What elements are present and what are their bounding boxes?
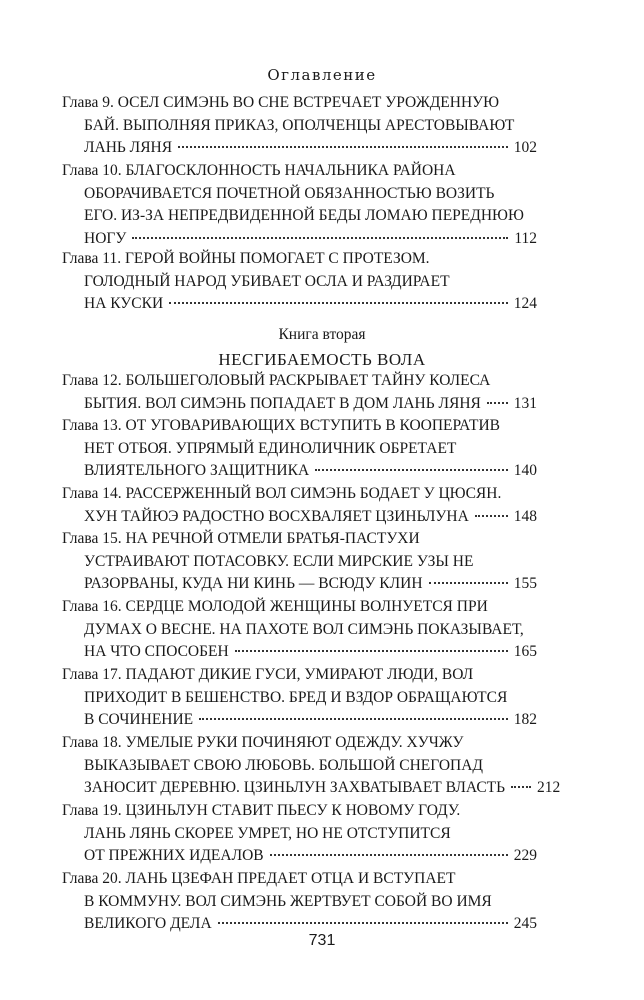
toc-entry-text: НА КУСКИ xyxy=(84,295,164,312)
toc-entry-line xyxy=(62,370,537,393)
toc-page-number: 148 xyxy=(513,507,537,525)
toc-entry-text: ЛАНЬ ЛЯНЬ СКОРЕЕ УМРЕТ, НО НЕ ОТСТУПИТСЯ xyxy=(84,824,451,842)
toc-entry xyxy=(62,415,537,483)
toc-entry-text: Глава 15. НА РЕЧНОЙ ОТМЕЛИ БРАТЬЯ-ПАСТУХИ xyxy=(62,530,420,547)
toc-entry-text: БАЙ. ВЫПОЛНЯЯ ПРИКАЗ, ОПОЛЧЕНЦЫ АРЕСТОВЫВАЮТ xyxy=(84,116,515,134)
toc-entry xyxy=(62,596,537,664)
toc-entry-line xyxy=(62,137,537,160)
toc-entry xyxy=(62,664,537,732)
toc-entry-text: Глава 10. БЛАГОСКЛОННОСТЬ НАЧАЛЬНИКА РАЙОНА xyxy=(62,162,456,179)
toc-entry-line xyxy=(62,709,537,732)
toc-entry-text: ЛАНЬ ЛЯНЯ xyxy=(84,139,173,156)
toc-entry-text: ЕГО. ИЗ-ЗА НЕПРЕДВИДЕННОЙ БЕДЫ ЛОМАЮ ПЕРЕДНЮЮ xyxy=(84,207,524,224)
dot-leader xyxy=(315,469,508,471)
running-header: Оглавление xyxy=(267,66,377,84)
toc-entry-line xyxy=(62,415,537,438)
toc-entry-line xyxy=(62,619,537,642)
toc-entry-line xyxy=(62,438,537,461)
toc-page-number: 102 xyxy=(513,139,537,156)
toc-entry-line xyxy=(62,460,537,483)
toc-entry-text: ОТ ПРЕЖНИХ ИДЕАЛОВ xyxy=(84,847,264,864)
toc-entry xyxy=(62,92,537,160)
dot-leader xyxy=(270,854,508,856)
toc-entry-text: Глава 14. РАССЕРЖЕННЫЙ ВОЛ СИМЭНЬ БОДАЕТ У ЦЮСЯН. xyxy=(62,485,502,502)
page-number: 731 xyxy=(308,932,336,949)
toc-entry-text: Глава 9. ОСЕЛ СИМЭНЬ ВО СНЕ ВСТРЕЧАЕТ УРОЖДЕННУЮ xyxy=(62,94,500,111)
toc-entry xyxy=(62,248,537,316)
toc-entry-line xyxy=(62,777,561,800)
toc-entry xyxy=(62,160,537,250)
toc-entry-line xyxy=(62,205,537,228)
toc-entry-text: ВЫКАЗЫВАЕТ СВОЮ ЛЮБОВЬ. БОЛЬШОЙ СНЕГОПАД xyxy=(84,756,484,774)
toc-page-number: 140 xyxy=(513,462,537,479)
dot-leader xyxy=(169,302,508,304)
toc-entry-line xyxy=(62,891,537,914)
toc-entry-line xyxy=(62,506,537,529)
toc-entry-line xyxy=(62,528,537,551)
toc-entry xyxy=(62,800,537,868)
toc-entry xyxy=(62,868,537,936)
toc-entry-line xyxy=(62,271,537,294)
toc-entry-text: ХУН ТАЙЮЭ РАДОСТНО ВОСХВАЛЯЕТ ЦЗИНЬЛУНА xyxy=(84,507,469,525)
toc-entry-text: Глава 18. УМЕЛЫЕ РУКИ ПОЧИНЯЮТ ОДЕЖДУ. ХУЧЖУ xyxy=(62,734,464,751)
toc-page-number: 245 xyxy=(513,915,537,932)
toc-entry-text: В КОММУНУ. ВОЛ СИМЭНЬ ЖЕРТВУЕТ СОБОЙ ВО ИМЯ xyxy=(84,892,492,910)
toc-entry-text: БЫТИЯ. ВОЛ СИМЭНЬ ПОПАДАЕТ В ДОМ ЛАНЬ ЛЯНЯ xyxy=(84,394,481,412)
toc-entry-text: Глава 16. СЕРДЦЕ МОЛОДОЙ ЖЕНЩИНЫ ВОЛНУЕТСЯ ПРИ xyxy=(62,598,488,615)
toc-entry-text: Глава 19. ЦЗИНЬЛУН СТАВИТ ПЬЕСУ К НОВОМУ ГОДУ. xyxy=(62,802,461,819)
toc-entry-line xyxy=(62,755,537,778)
toc-entry-text: ВЛИЯТЕЛЬНОГО ЗАЩИТНИКА xyxy=(84,462,310,479)
toc-entry-text: РАЗОРВАНЫ, КУДА НИ КИНЬ — ВСЮДУ КЛИН xyxy=(84,575,423,592)
toc-page-number: 124 xyxy=(513,295,537,312)
toc-entry-text: НОГУ xyxy=(84,229,127,247)
toc-entry-line xyxy=(62,596,537,619)
toc-entry-line xyxy=(62,551,537,574)
toc-entry-text: ЗАНОСИТ ДЕРЕВНЮ. ЦЗИНЬЛУН ЗАХВАТЫВАЕТ ВЛАСТЬ xyxy=(84,779,506,796)
toc-page-number: 182 xyxy=(513,711,537,728)
toc-entry-text: Глава 13. ОТ УГОВАРИВАЮЩИХ ВСТУПИТЬ В КООПЕРАТИВ xyxy=(62,417,500,434)
toc-entry-line xyxy=(62,183,537,206)
toc-entry-text: ДУМАХ О ВЕСНЕ. НА ПАХОТЕ ВОЛ СИМЭНЬ ПОКАЗЫВАЕТ, xyxy=(84,620,524,638)
toc-entry-text: Глава 17. ПАДАЮТ ДИКИЕ ГУСИ, УМИРАЮТ ЛЮДИ, ВОЛ xyxy=(62,666,474,683)
toc-entry-line xyxy=(62,732,537,755)
toc-entry-line xyxy=(62,687,537,710)
toc-entry-line xyxy=(62,573,537,596)
toc-entry-line xyxy=(62,641,537,664)
toc-entry-line xyxy=(62,92,537,115)
toc-entry-line xyxy=(62,845,537,868)
dot-leader xyxy=(429,582,508,584)
dot-leader xyxy=(178,146,508,148)
toc-entry-line xyxy=(62,823,537,846)
toc-entry-line xyxy=(62,228,537,251)
toc-entry xyxy=(62,370,537,415)
toc-entry-text: ВЕЛИКОГО ДЕЛА xyxy=(84,915,212,932)
toc-entry xyxy=(62,732,561,800)
toc-entry-line xyxy=(62,115,537,138)
dot-leader xyxy=(132,237,508,239)
dot-leader xyxy=(199,718,508,720)
toc-entry-text: ОБОРАЧИВАЕТСЯ ПОЧЕТНОЙ ОБЯЗАННОСТЬЮ ВОЗИТЬ xyxy=(84,184,495,202)
dot-leader xyxy=(487,402,508,404)
dot-leader xyxy=(511,786,531,788)
toc-page-number: 212 xyxy=(537,779,561,796)
book-label: Книга вторая xyxy=(278,326,366,343)
toc-entry-line xyxy=(62,160,537,183)
toc-entry-text: НА ЧТО СПОСОБЕН xyxy=(84,643,229,660)
toc-entry-text: НЕТ ОТБОЯ. УПРЯМЫЙ ЕДИНОЛИЧНИК ОБРЕТАЕТ xyxy=(84,439,457,457)
toc-entry xyxy=(62,528,537,596)
toc-entry-line xyxy=(62,393,537,416)
toc-entry-line xyxy=(62,293,537,316)
toc-entry xyxy=(62,483,537,528)
toc-entry-text: Глава 11. ГЕРОЙ ВОЙНЫ ПОМОГАЕТ С ПРОТЕЗОМ. xyxy=(62,250,430,267)
toc-entry-text: ПРИХОДИТ В БЕШЕНСТВО. БРЕД И ВЗДОР ОБРАЩАЮТСЯ xyxy=(84,688,508,706)
dot-leader xyxy=(235,650,508,652)
toc-entry-text: УСТРАИВАЮТ ПОТАСОВКУ. ЕСЛИ МИРСКИЕ УЗЫ НЕ xyxy=(84,552,474,570)
toc-entry-text: Глава 12. БОЛЬШЕГОЛОВЫЙ РАСКРЫВАЕТ ТАЙНУ КОЛЕСА xyxy=(62,372,491,389)
dot-leader xyxy=(218,922,508,924)
toc-page-number: 229 xyxy=(513,847,537,864)
toc-entry-line xyxy=(62,800,537,823)
toc-entry-line xyxy=(62,664,537,687)
toc-page-number: 112 xyxy=(514,229,537,247)
toc-entry-line xyxy=(62,483,537,506)
toc-entry-text: ГОЛОДНЫЙ НАРОД УБИВАЕТ ОСЛА И РАЗДИРАЕТ xyxy=(84,272,450,290)
toc-page-number: 131 xyxy=(513,394,537,412)
toc-page-number: 155 xyxy=(513,575,537,592)
toc-page-number: 165 xyxy=(513,643,537,660)
toc-entry-line xyxy=(62,868,537,891)
toc-entry-line xyxy=(62,248,537,271)
dot-leader xyxy=(475,515,508,517)
book-title: НЕСГИБАЕМОСТЬ ВОЛА xyxy=(218,350,426,369)
toc-entry-text: Глава 20. ЛАНЬ ЦЗЕФАН ПРЕДАЕТ ОТЦА И ВСТУПАЕТ xyxy=(62,870,456,887)
toc-entry-text: В СОЧИНЕНИЕ xyxy=(84,711,194,728)
